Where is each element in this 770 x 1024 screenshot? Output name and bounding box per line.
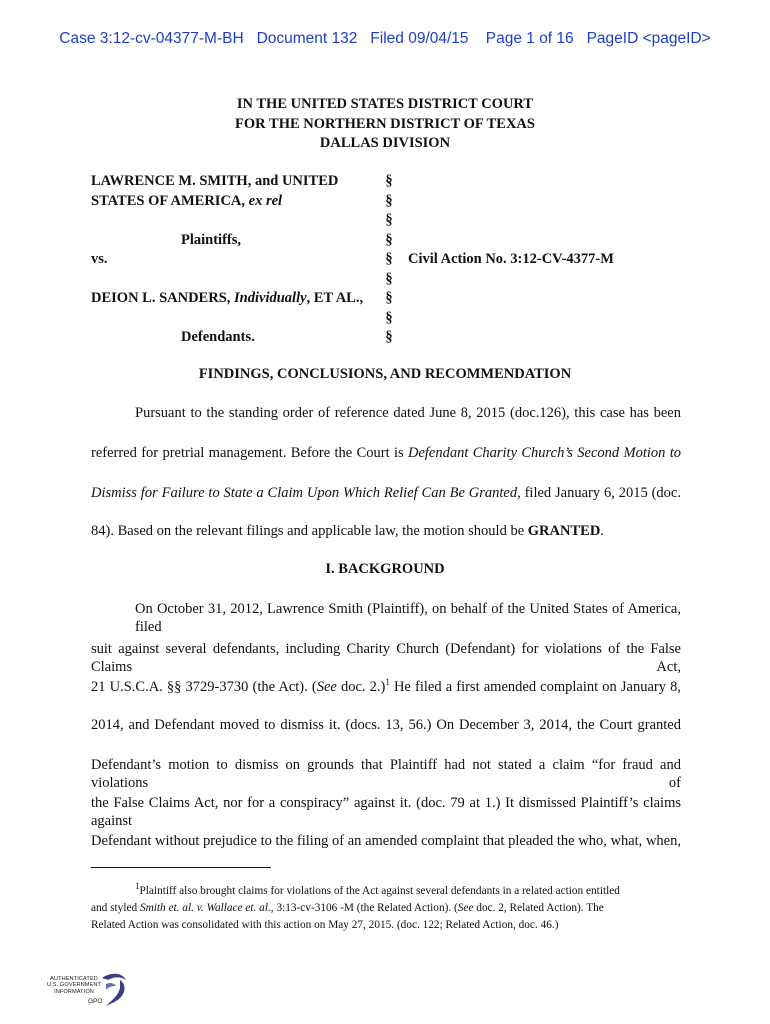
footnote-line-3: Related Action was consolidated with this action on May 27, 2015. (doc. 122; Related Action, doc. 46.) (91, 919, 559, 931)
section-symbol: § (385, 251, 393, 267)
citation-signal: See (316, 679, 337, 695)
defendants-label: Defendants. (181, 329, 255, 345)
para1-line-1: Pursuant to the standing order of reference dated June 8, 2015 (doc.126), this case has been (135, 405, 681, 421)
section-symbol: § (385, 212, 393, 228)
para1-text: , filed January 6, 2015 (doc. (517, 485, 681, 501)
footnote-line-2 (91, 900, 681, 916)
citation-signal: See (457, 902, 474, 914)
para1-line-2 (91, 444, 681, 462)
footnote-marker: 1 (135, 881, 140, 892)
caption-row-1 (91, 172, 393, 192)
section-symbol: § (385, 231, 393, 248)
ruling-bold: GRANTED (527, 523, 601, 539)
ex-rel-text: ex rel (248, 192, 283, 209)
para1-text: 84). Based on the relevant filings and applicable law, the motion should be (91, 523, 528, 539)
footnote-separator (91, 867, 271, 868)
footnote-text: Plaintiff also brought claims for violations of the Act against several defendants in a related action entitled (139, 885, 620, 897)
motion-title-italic: Dismiss for Failure to State a Claim Upon Which Relief Can Be Granted (91, 485, 518, 501)
para2-line-7: Defendant without prejudice to the filing of an amended complaint that pleaded the who, what, when, (91, 833, 681, 849)
defendant-capacity: Individually (234, 290, 307, 306)
ecf-header-stamp: Case 3:12-cv-04377-M-BH Document 132 Filed 09/04/15 Page 1 of 16 PageID <pageID> (59, 30, 711, 47)
court-line-1: IN THE UNITED STATES DISTRICT COURT (236, 96, 534, 112)
case-name-italic: Smith et. al. v. Wallace et. al. (139, 902, 271, 914)
civil-action-number: Civil Action No. 3:12-CV-4377-M (408, 251, 614, 267)
court-line-2: FOR THE NORTHERN DISTRICT OF TEXAS (235, 115, 535, 132)
footnote-line-1 (91, 883, 681, 899)
section-symbol: § (385, 290, 393, 306)
plaintiff-line-1: LAWRENCE M. SMITH, and UNITED (91, 173, 339, 189)
gpo-seal-line-3: INFORMATION (54, 988, 94, 995)
gpo-seal-line-1: AUTHENTICATED (50, 976, 98, 982)
para2-line-4: 2014, and Defendant moved to dismiss it. (docs. 13, 56.) On December 3, 2014, the Court granted (91, 717, 681, 733)
para1-line-3 (91, 484, 681, 502)
section-symbol: § (385, 309, 393, 326)
caption-row-2 (91, 192, 393, 212)
gpo-label: GPO (88, 998, 103, 1005)
motion-title-italic: Defendant Charity Church’s Second Motion to (407, 445, 681, 461)
section-symbol: § (385, 173, 393, 189)
para2-line-6: the False Claims Act, nor for a conspiracy” against it. (doc. 79 at 1.) It dismissed Plaintiff’s claims against (91, 795, 681, 829)
para2-line-3 (91, 678, 681, 696)
para2-text: He filed a first amended complaint on January 8, (389, 679, 682, 695)
document-title: FINDINGS, CONCLUSIONS, AND RECOMMENDATION (198, 366, 572, 382)
defendant-name: DEION L. SANDERS, (91, 290, 235, 306)
versus-label: vs. (91, 251, 108, 267)
para1-text: . (600, 523, 604, 539)
footnote-text: , 3:13-cv-3106 -M (the Related Action). ( (270, 902, 458, 914)
section-heading-background: I. BACKGROUND (325, 561, 445, 577)
section-symbol: § (385, 192, 393, 209)
section-symbol: § (385, 329, 393, 345)
court-heading (0, 95, 770, 154)
section-symbol: § (385, 270, 393, 287)
para2-text: 21 U.S.C.A. §§ 3729-3730 (the Act). ( (91, 679, 317, 695)
para2-text: doc. 2.) (336, 679, 386, 695)
footnote-ref[interactable]: 1 (385, 677, 390, 688)
footnote-text: doc. 2, Related Action). The (473, 902, 604, 914)
gpo-seal-line-2: U.S. GOVERNMENT (46, 982, 102, 989)
court-line-3: DALLAS DIVISION (319, 135, 451, 151)
plaintiffs-label: Plaintiffs, (181, 231, 242, 248)
para2-line-2: suit against several defendants, including Charity Church (Defendant) for violations of the False Claims Act, (91, 641, 681, 675)
plaintiff-line-2: STATES OF AMERICA, (91, 192, 249, 209)
gpo-seal-text (44, 976, 104, 995)
para1-text: referred for pretrial management. Before the Court is (91, 445, 408, 461)
gpo-authentication-seal (44, 970, 134, 1014)
para2-line-5: Defendant’s motion to dismiss on grounds that Plaintiff had not stated a claim “for fraud and violations of (91, 757, 681, 791)
defendant-etal: , ET AL., (306, 290, 364, 306)
para1-line-4 (91, 522, 681, 540)
caption-row-7 (91, 289, 393, 309)
para2-line-1: On October 31, 2012, Lawrence Smith (Plaintiff), on behalf of the United States of America, filed (135, 601, 681, 635)
caption-row-5 (91, 250, 614, 270)
footnote-text: and styled (91, 902, 140, 914)
